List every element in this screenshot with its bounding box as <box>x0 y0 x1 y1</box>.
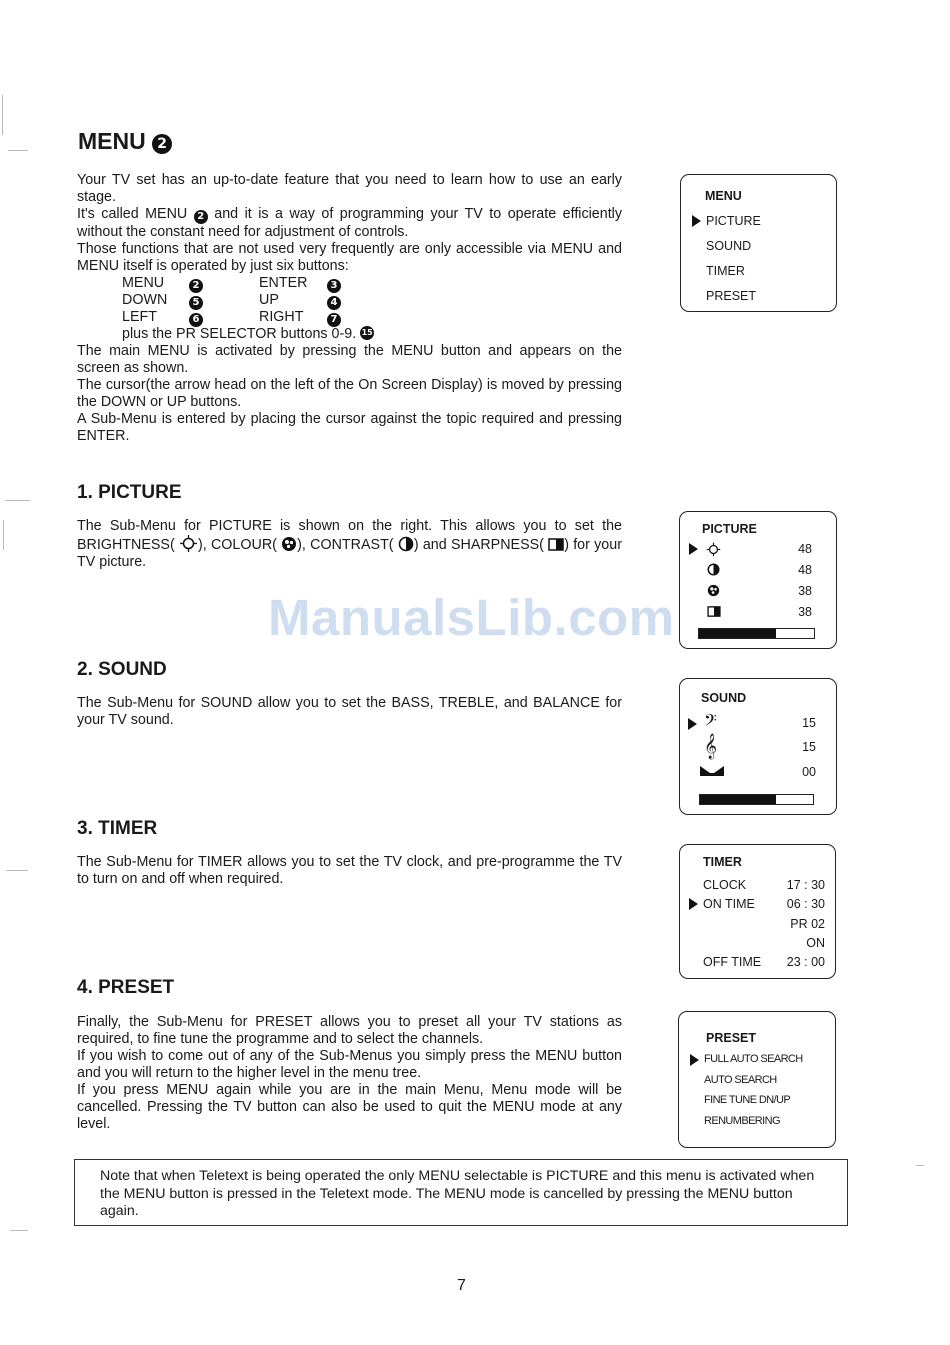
osd-preset-box <box>678 1011 836 1148</box>
section-heading-timer: 3. TIMER <box>77 818 158 839</box>
level-bar-fill <box>699 629 776 638</box>
button-number: 5 <box>189 296 203 310</box>
button-name: MENU <box>122 275 165 291</box>
cursor-arrow-icon <box>689 543 698 555</box>
picture-text-1: The Sub-Menu for PICTURE is shown on the right. This allows you to set the BRIGHTNESS( <box>77 518 622 553</box>
picture-text-4: ) and SHARPNESS( <box>413 537 544 553</box>
clock-value: 17 : 30 <box>786 878 825 892</box>
osd-menu-box <box>680 174 837 312</box>
balance-icon <box>700 766 724 776</box>
preset-p1: Finally, the Sub-Menu for PRESET allows you to preset all your TV stations as required, to fine tune the programme and to select the channels. <box>77 1014 622 1047</box>
intro-p2-before: It's called MENU <box>77 206 188 222</box>
level-bar-fill <box>700 795 776 804</box>
brightness-value: 48 <box>798 542 812 556</box>
contrast-icon <box>398 536 414 552</box>
button-row <box>122 292 374 309</box>
intro-p6: A Sub-Menu is entered by placing the cursor against the topic required and pressing ENTER. <box>77 411 622 444</box>
picture-text-5: ) for your TV picture. <box>77 537 622 570</box>
sound-text: The Sub-Menu for SOUND allow you to set the BASS, TREBLE, and BALANCE for your TV sound. <box>77 695 622 728</box>
section-heading-picture: 1. PICTURE <box>77 482 182 503</box>
button-list <box>122 275 374 343</box>
picture-text-2: ), COLOUR( <box>197 537 277 553</box>
intro-p4: The main MENU is activated by pressing the MENU button and appears on the screen as shown. <box>77 343 622 376</box>
on-time-label: ON TIME <box>703 897 755 911</box>
osd-menu-item: TIMER <box>706 264 745 278</box>
preset-text <box>77 1014 622 1133</box>
intro-p3: Those functions that are not used very frequently are only accessible via MENU and MENU itself is operated by just six buttons: <box>77 241 622 274</box>
cursor-arrow-icon <box>690 1054 699 1066</box>
button-name: UP <box>259 292 279 308</box>
intro-p2-after: and it is a way of programming your TV to operate efficiently without the constant need for adjustment of controls. <box>77 206 623 240</box>
osd-preset-title: PRESET <box>706 1031 757 1045</box>
section-heading-sound: 2. SOUND <box>77 659 167 680</box>
cursor-arrow-icon <box>692 215 701 227</box>
button-number: 3 <box>327 279 341 293</box>
osd-menu-item: PRESET <box>706 289 757 303</box>
intro-text <box>77 172 622 275</box>
intro-p5: The cursor(the arrow head on the left of the On Screen Display) is moved by pressing the DOWN or UP buttons. <box>77 377 622 410</box>
contrast-icon <box>707 563 720 576</box>
brightness-icon <box>179 535 198 552</box>
balance-value: 00 <box>802 765 816 779</box>
osd-preset-item: FINE TUNE DN/UP <box>704 1094 791 1106</box>
intro-p2 <box>77 206 622 241</box>
intro-p1: Your TV set has an up-to-date feature that you need to learn how to use an early stage. <box>77 172 622 205</box>
timer-text: The Sub-Menu for TIMER allows you to set the TV clock, and pre-programme the TV to turn on and off when required. <box>77 854 622 887</box>
button-name: LEFT <box>122 309 157 325</box>
preset-p2: If you wish to come out of any of the Sub-Menus you simply press the MENU button and you will return to the higher level in the menu tree. <box>77 1048 622 1081</box>
osd-menu-item: PICTURE <box>706 214 761 228</box>
preset-p3: If you press MENU again while you are in the main Menu, Menu mode will be cancelled. Pressing the TV button can also be used to quit the MENU mode at any level. <box>77 1082 622 1132</box>
button-number: 2 <box>189 279 203 293</box>
page-number: 7 <box>457 1277 466 1294</box>
picture-text <box>77 518 622 571</box>
osd-sound-box <box>679 678 837 815</box>
bass-value: 15 <box>802 716 816 730</box>
osd-preset-item: FULL AUTO SEARCH <box>704 1053 803 1065</box>
button-number: 6 <box>189 313 203 327</box>
off-time-value: 23 : 00 <box>786 955 825 969</box>
osd-picture-title: PICTURE <box>702 522 757 536</box>
button-row <box>122 326 374 343</box>
off-time-label: OFF TIME <box>703 955 762 969</box>
picture-text-3: ), CONTRAST( <box>297 537 394 553</box>
teletext-note: Note that when Teletext is being operated the only MENU selectable is PICTURE and this menu is activated when the MENU button is pressed in the Teletext mode. The MENU mode is cancelled by pressing the MENU button again. <box>74 1159 848 1226</box>
osd-menu-title: MENU <box>705 189 742 203</box>
bass-clef-icon: 𝄢 <box>704 710 717 734</box>
clock-label: CLOCK <box>703 878 747 892</box>
osd-picture-box <box>679 511 837 649</box>
cursor-arrow-icon <box>688 718 697 730</box>
page-title <box>78 128 172 155</box>
watermark: ManualsLib.com <box>268 589 675 646</box>
sharpness-value: 38 <box>798 605 812 619</box>
colour-value: 38 <box>798 584 812 598</box>
button-row <box>122 275 374 292</box>
colour-icon <box>707 584 720 597</box>
title-badge: 2 <box>152 134 172 154</box>
cursor-arrow-icon <box>689 898 698 910</box>
menu-badge: 2 <box>194 210 208 224</box>
treble-clef-icon: 𝄞 <box>704 734 718 759</box>
osd-preset-item: RENUMBERING <box>704 1115 780 1127</box>
button-name: RIGHT <box>259 309 304 325</box>
button-row <box>122 309 374 326</box>
on-time-value: 06 : 30 <box>786 897 825 911</box>
level-bar <box>698 628 815 639</box>
sharpness-icon <box>548 538 564 551</box>
on-state-value: ON <box>806 936 825 950</box>
contrast-value: 48 <box>798 563 812 577</box>
pr-selector-text: plus the PR SELECTOR buttons 0-9. <box>122 326 357 342</box>
osd-sound-title: SOUND <box>701 691 747 705</box>
button-name: ENTER <box>259 275 308 291</box>
button-name: DOWN <box>122 292 168 308</box>
brightness-icon <box>706 542 721 557</box>
pr-selector-badge: 15 <box>360 326 374 340</box>
osd-menu-item: SOUND <box>706 239 752 253</box>
programme-value: PR 02 <box>790 917 825 931</box>
button-number: 4 <box>327 296 341 310</box>
button-number: 7 <box>327 313 341 327</box>
intro-text-2 <box>77 343 622 445</box>
colour-icon <box>281 536 297 552</box>
osd-preset-item: AUTO SEARCH <box>704 1074 777 1086</box>
osd-timer-box <box>679 844 836 979</box>
level-bar <box>699 794 814 805</box>
treble-value: 15 <box>802 740 816 754</box>
title-text: MENU <box>78 128 146 154</box>
osd-timer-title: TIMER <box>703 855 742 869</box>
sharpness-icon <box>707 606 721 617</box>
section-heading-preset: 4. PRESET <box>77 977 175 998</box>
